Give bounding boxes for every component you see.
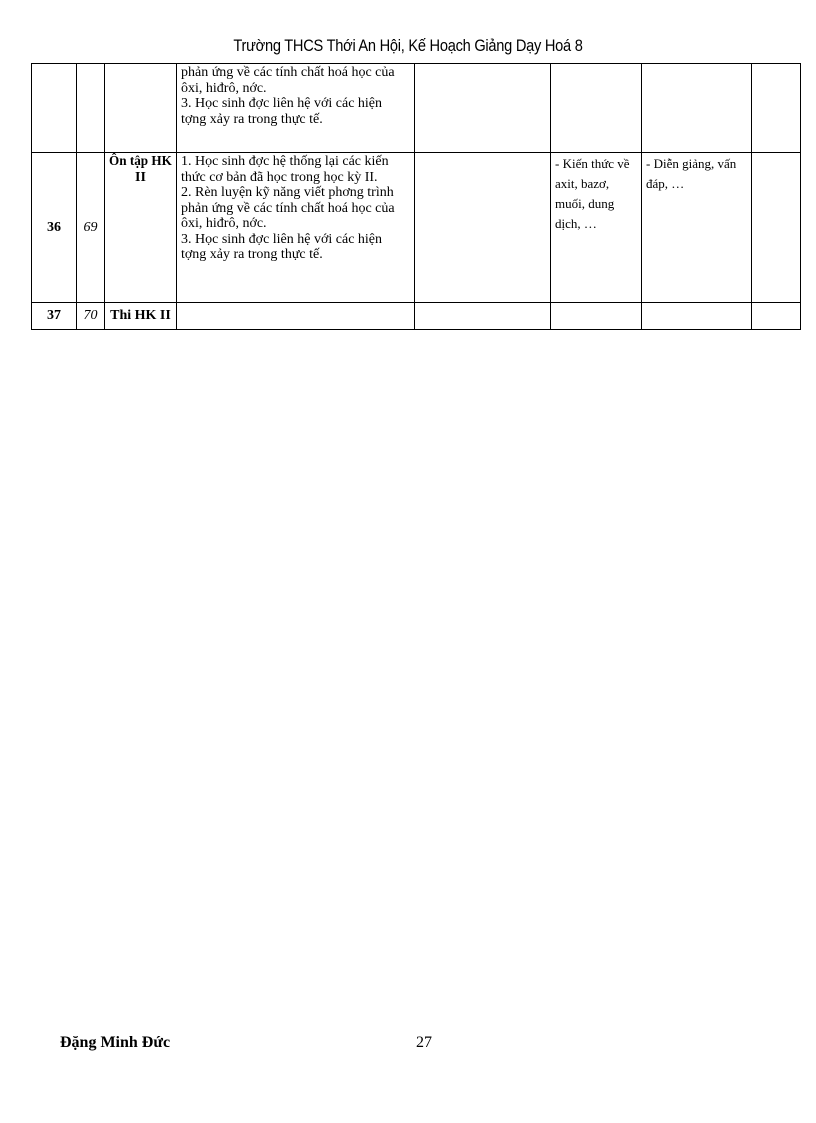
- objective-line: phản ứng về các tính chất hoá học của: [181, 200, 395, 216]
- objective-line: tợng xảy ra trong thực tế.: [181, 111, 323, 127]
- topic-line: II: [135, 169, 146, 185]
- methods-cell: [642, 303, 752, 330]
- topic-cell: [105, 153, 177, 303]
- week-cell: 36: [32, 153, 77, 303]
- col5-cell: [415, 153, 551, 303]
- methods-cell: [642, 64, 752, 153]
- methods-line: - Diễn giảng, vấn: [646, 156, 737, 171]
- notes-cell: [752, 64, 801, 153]
- author-name: Đặng Minh Đức: [60, 1034, 171, 1051]
- notes-cell: [752, 153, 801, 303]
- knowledge-line: muối, dung: [555, 196, 615, 211]
- objective-line: ôxi, hiđrô, nớc.: [181, 80, 267, 96]
- methods-line: đáp, …: [646, 176, 685, 191]
- objectives-cell: [177, 153, 415, 303]
- knowledge-cell: [551, 303, 642, 330]
- knowledge-cell: [551, 153, 642, 303]
- period-cell: [77, 64, 105, 153]
- objective-line: ôxi, hiđrô, nớc.: [181, 216, 267, 231]
- objectives-cell: [177, 303, 415, 330]
- knowledge-line: axit, bazơ,: [555, 176, 610, 191]
- topic-line: Thi HK II: [110, 308, 171, 324]
- notes-cell: [752, 303, 801, 330]
- knowledge-line: dịch, …: [555, 216, 597, 231]
- page-number: 27: [416, 1034, 432, 1051]
- week-cell: [32, 64, 77, 153]
- document-header: Trường THCS Thới An Hội, Kế Hoạch Giảng Dạy Hoá 8: [233, 36, 583, 55]
- objective-line: 2. Rèn luyện kỹ năng viết phơng trình: [181, 185, 394, 200]
- lesson-plan-table: [31, 63, 801, 330]
- objective-line: thức cơ bản đã học trong học kỳ II.: [181, 169, 378, 185]
- topic-cell: [105, 303, 177, 330]
- objective-line: 3. Học sinh đợc liên hệ với các hiện: [181, 96, 383, 111]
- period-cell: 69: [77, 153, 105, 303]
- topic-cell: [105, 64, 177, 153]
- period-cell: 70: [77, 303, 105, 330]
- col5-cell: [415, 303, 551, 330]
- col5-cell: [415, 64, 551, 153]
- topic-line: Ôn tập HK: [109, 154, 172, 169]
- objective-line: 3. Học sinh đợc liên hệ với các hiện: [181, 231, 383, 247]
- objectives-cell: [177, 64, 415, 153]
- objective-line: 1. Học sinh đợc hệ thống lại các kiến: [181, 154, 389, 169]
- objective-line: tợng xảy ra trong thực tế.: [181, 247, 323, 262]
- table-row: [32, 303, 801, 330]
- methods-cell: [642, 153, 752, 303]
- knowledge-line: - Kiến thức về: [555, 156, 630, 171]
- table-row: [32, 153, 801, 303]
- table-row: [32, 64, 801, 153]
- knowledge-cell: [551, 64, 642, 153]
- objective-line: phản ứng về các tính chất hoá học của: [181, 65, 395, 80]
- week-cell: 37: [32, 303, 77, 330]
